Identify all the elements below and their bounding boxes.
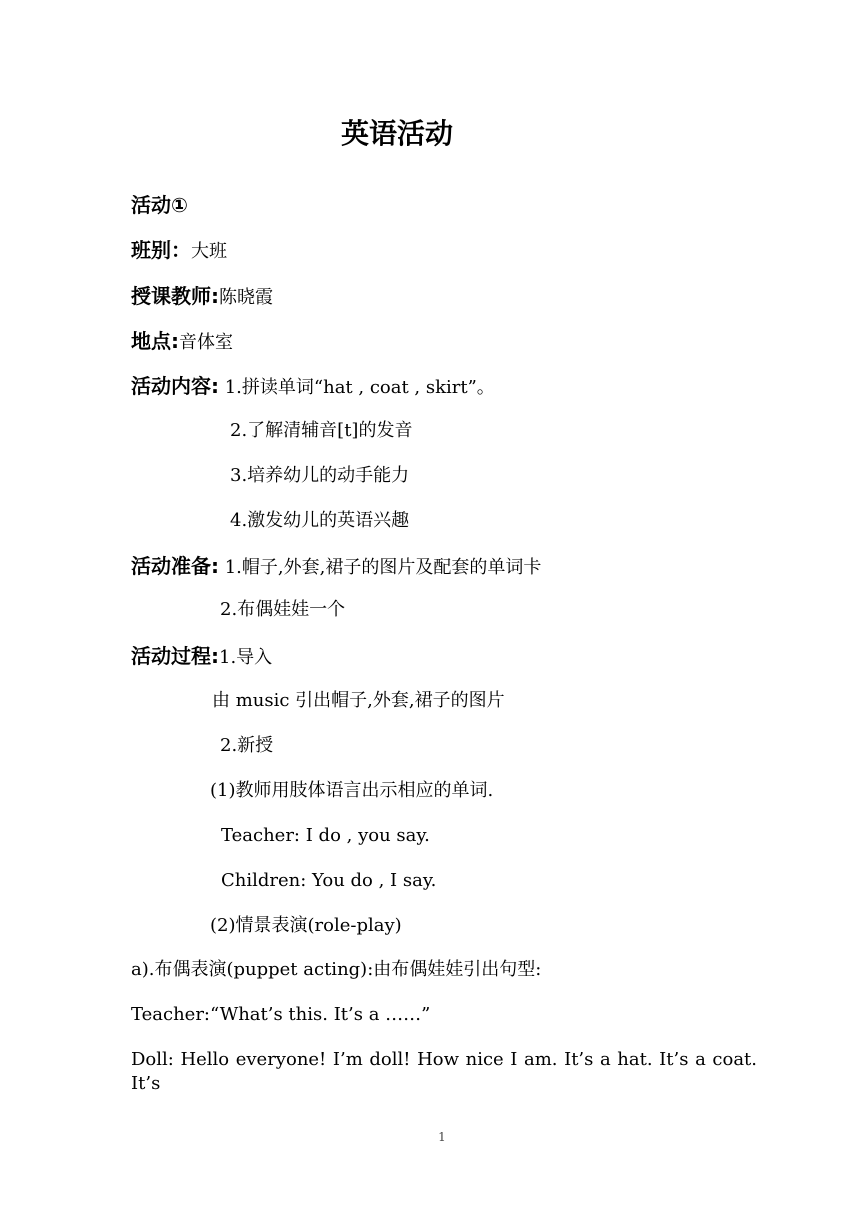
- process-line-item: Children: You do , I say.: [221, 870, 437, 891]
- preparation-line: [131, 554, 541, 580]
- content-line: [131, 374, 495, 400]
- preparation-item: 1.帽子,外套,裙子的图片及配套的单词卡: [219, 557, 542, 578]
- page-number: 1: [438, 1130, 446, 1144]
- process-line-item: (1)教师用肢体语言出示相应的单词.: [210, 780, 494, 801]
- process-line-item: a).布偶表演(puppet acting):由布偶娃娃引出句型:: [131, 959, 542, 980]
- teacher-label: 授课教师:: [131, 284, 219, 308]
- process-label: 活动过程:: [131, 644, 219, 668]
- location-line: [131, 329, 233, 355]
- process-first-step: 1.导入: [219, 647, 273, 668]
- location-label: 地点:: [131, 329, 179, 353]
- process-line-item: Doll: Hello everyone! I’m doll! How nice I am. It’s a hat. It’s a coat. It’s: [131, 1049, 757, 1094]
- teacher-line: [131, 284, 273, 310]
- process-line-item: 2.新授: [220, 735, 274, 756]
- location-value: 音体室: [179, 332, 233, 353]
- process-line-item: Teacher: I do , you say.: [221, 825, 430, 846]
- process-line-item: Teacher:“What’s this. It’s a ……”: [131, 1004, 431, 1025]
- process-line-item: (2)情景表演(role-play): [210, 915, 402, 936]
- class-label: 班别：: [131, 238, 191, 262]
- class-value: 大班: [191, 241, 227, 262]
- content-item: 1.拼读单词“hat , coat , skirt”。: [219, 377, 495, 398]
- class-line: [131, 238, 227, 264]
- preparation-item: 2.布偶娃娃一个: [220, 599, 346, 620]
- process-line-item: 由 music 引出帽子,外套,裙子的图片: [212, 690, 505, 711]
- content-item: 3.培养幼儿的动手能力: [230, 465, 410, 486]
- content-item: 2.了解清辅音[t]的发音: [230, 420, 413, 441]
- preparation-label: 活动准备:: [131, 554, 219, 578]
- content-label: 活动内容:: [131, 374, 219, 398]
- content-item: 4.激发幼儿的英语兴趣: [230, 510, 410, 531]
- process-line: [131, 644, 272, 670]
- document-title: 英语活动: [340, 117, 453, 150]
- activity-heading: 活动①: [131, 193, 188, 217]
- teacher-value: 陈晓霞: [219, 287, 273, 308]
